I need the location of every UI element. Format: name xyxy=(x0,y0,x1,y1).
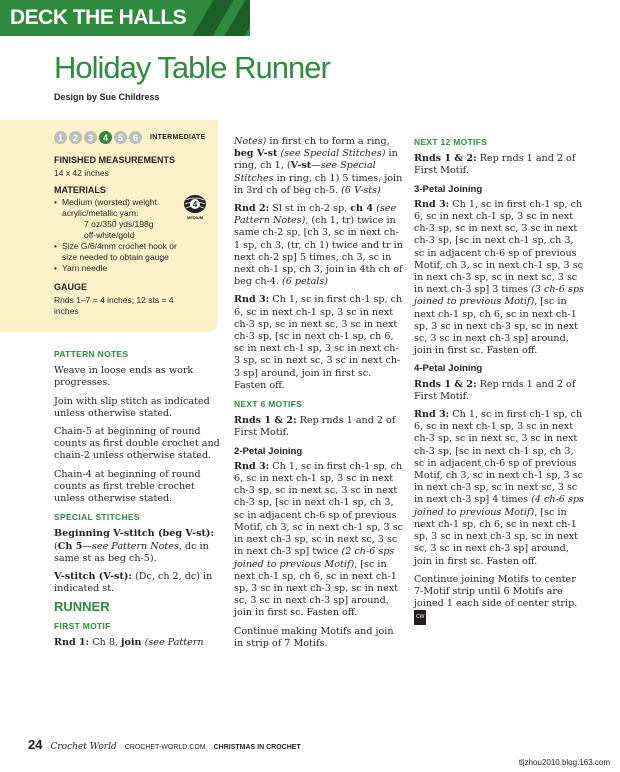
skill-level-4: 4 xyxy=(99,131,112,144)
round-note: (2 ch-6 sps joined to previous Motif) xyxy=(234,546,395,570)
round-text: , [sc in next ch-1 sp, ch 6, sc in next ch-1 sp, 3 sc in next ch-3 sp, sc in next sc, 3 sc in next ch-3 sp] around, join in first sc. Fasten off. xyxy=(414,506,579,567)
pattern-note: Weave in loose ends as work progresses. xyxy=(54,365,194,389)
skill-level-2: 2 xyxy=(69,131,82,144)
material-needle: • Yarn needle xyxy=(54,263,189,274)
round-label: Rnd 3: xyxy=(234,460,270,472)
round-2 xyxy=(234,203,403,288)
materials-heading: MATERIALS xyxy=(54,185,106,195)
section-name: CHRISTMAS IN CROCHET xyxy=(213,744,301,751)
column-2 xyxy=(234,136,403,656)
round-text: Sl st in ch-2 sp, xyxy=(269,203,351,215)
3-petal-joining-heading: 3-Petal Joining xyxy=(414,183,483,195)
round-label: Rnd 1: xyxy=(54,636,90,648)
round-text: , [sc in next ch-1 sp, ch 6, sc in next ch-1 sp, 3 sc in next ch-3 sp, sc in next sc, 3 sc in next ch-3 sp] around, join in first sc. Fasten off. xyxy=(234,558,399,619)
round-label: Rnds 1 & 2: xyxy=(414,378,477,390)
skill-level-3: 3 xyxy=(84,131,97,144)
round-1 xyxy=(54,637,224,649)
gauge-heading: GAUGE xyxy=(54,282,88,292)
stitch-see: —see Pattern Notes xyxy=(82,540,179,552)
round-see: (see Pattern xyxy=(141,636,204,648)
page-footer xyxy=(28,737,301,752)
round-3-2-petal xyxy=(234,461,403,620)
yarn-line: • Medium (worsted) weight acrylic/metallic yarn: xyxy=(62,197,157,218)
material-yarn xyxy=(54,197,189,241)
round-text: Continue joining Motifs to center 7-Motif strip until 6 Motifs are joined 1 each side of center strip. xyxy=(414,573,578,610)
skill-level xyxy=(54,131,206,144)
round-text: Ch 1, sc in first ch-1 sp, ch 6, sc in next ch-1 sp, 3 sc in next ch-3 sp, sc in next sc, 3 sc in next ch-3 sp, [sc in next ch-1 sp, ch 3, sc in adjacent ch-6 sp of previous Motif, ch 3, sc in next ch-1 sp, 3 sc in next ch-3 sp, sc in next sc, 3 sc in next ch-3 sp] 3 times xyxy=(414,198,584,296)
skill-level-5: 5 xyxy=(114,131,127,144)
yarn-weight-label: MEDIUM xyxy=(186,215,204,220)
skill-level-label: INTERMEDIATE xyxy=(150,134,206,141)
stitch-count: (6 petals) xyxy=(282,276,329,288)
page-number: 24 xyxy=(28,737,43,752)
round-text: Ch 8, xyxy=(89,636,122,648)
banner-title: DECK THE HALLS xyxy=(10,6,187,29)
continue-note: Continue making Motifs and join in strip of 7 Motifs. xyxy=(234,625,394,649)
stitch-ref: ch 4 xyxy=(350,203,374,215)
round-join: join xyxy=(121,636,142,648)
stitch-ref: beg V-st xyxy=(234,148,278,160)
banner-stripe xyxy=(179,0,234,36)
yarn-color: off-white/gold xyxy=(84,230,135,240)
stitch-name: V-stitch (V-st): xyxy=(54,571,132,583)
yarn-weight-number: 4 xyxy=(192,200,198,209)
round-label: Rnds 1 & 2: xyxy=(414,153,477,165)
round-text: Rep rnds 1 and 2 of First Motif. xyxy=(414,153,576,177)
2-petal-joining-heading: 2-Petal Joining xyxy=(234,445,303,457)
round-text: Ch 1, sc in first ch-1 sp, ch 6, sc in next ch-1 sp, 3 sc in next ch-3 sp, sc in next sc, 3 sc in next ch-3 sp, [sc in next ch-1 sp, ch 3, sc in adjacent ch-6 sp of previous Motif, ch 3, sc in next ch-1 sp, 3 sc in next ch-3 sp, sc in next sc, 3 sc in next ch-3 sp] 4 times xyxy=(414,409,584,506)
round-3 xyxy=(234,294,403,392)
special-stitch-beg-v: Beginning V-stitch (beg V-st): (Ch 5—see Pattern Notes, dc in same st as beg ch-5). xyxy=(54,528,215,564)
round-1-cont xyxy=(234,136,403,197)
next-6-motifs-heading: NEXT 6 MOTIFS xyxy=(234,399,303,410)
yarn-weight-icon xyxy=(183,194,207,220)
gauge-value: Rnds 1–7 = 4 inches; 12 sts = 4 inches xyxy=(54,295,174,316)
finished-measurements-heading: FINISHED MEASUREMENTS xyxy=(54,155,176,165)
skill-level-6: 6 xyxy=(129,131,142,144)
round-text: in first ch to form a ring, xyxy=(266,136,390,147)
next-12-motifs-heading: NEXT 12 MOTIFS xyxy=(414,137,488,147)
rounds-1-2 xyxy=(414,153,584,177)
continue-note xyxy=(414,574,584,625)
stitch-desc: , dc in same st as beg ch-5). xyxy=(54,540,209,564)
source-credit: tljzhou2010.blog.163.com xyxy=(518,758,610,767)
stitch-desc: (Dc, ch 2, dc) in indicated st. xyxy=(54,571,213,595)
runner-heading: RUNNER xyxy=(54,599,110,615)
rounds-1-2 xyxy=(414,379,584,403)
round-note: (3 ch-6 sps joined to previous Motif) xyxy=(414,284,584,308)
finished-measurements-value: 14 x 42 inches xyxy=(54,168,109,178)
section-banner xyxy=(0,0,250,36)
round-text: Ch 1, sc in first ch-1 sp, ch 6, sc in next ch-1 sp, 3 sc in next ch-3 sp, sc in next sc, 3 sc in next ch-3 sp, [sc in next ch-1 sp, ch 3, sc in adjacent ch-6 sp of previous Motif, ch 3, sc in next ch-1 sp, 3 sc in next ch-3 sp, sc in next sc, 3 sc in next ch-3 sp] twice xyxy=(234,460,404,558)
stitch-ch5: Ch 5 xyxy=(57,540,83,552)
stitch-count: (6 V-sts) xyxy=(341,184,381,196)
round-note: (4 ch-6 sps joined to previous Motif) xyxy=(414,494,584,518)
rounds-1-2 xyxy=(234,415,403,439)
special-stitches-heading: SPECIAL STITCHES xyxy=(54,512,140,523)
round-label: Rnd 3: xyxy=(234,294,270,306)
4-petal-joining-heading: 4-Petal Joining xyxy=(414,363,483,375)
see-ref: (see Pattern Notes) xyxy=(234,203,397,227)
round-3-3-petal xyxy=(414,199,584,358)
first-motif-heading: FIRST MOTIF xyxy=(54,620,111,631)
magazine-name: Crochet World xyxy=(50,742,117,752)
pattern-note: Chain-4 at beginning of round counts as first treble crochet unless otherwise stated. xyxy=(54,468,201,505)
round-text: Rep rnds 1 and 2 of First Motif. xyxy=(414,378,576,402)
end-mark-icon: CW xyxy=(414,610,426,624)
yarn-amount: 7 oz/350 yds/198g xyxy=(84,219,154,229)
page-title: Holiday Table Runner xyxy=(54,50,330,85)
column-3 xyxy=(414,136,584,631)
skill-level-1: 1 xyxy=(54,131,67,144)
pattern-note: Join with slip stitch as indicated unless otherwise stated. xyxy=(54,395,210,419)
round-text: Rep rnds 1 and 2 of First Motif. xyxy=(234,415,396,439)
stitch-name: Beginning V-stitch (beg V-st): xyxy=(54,528,215,540)
round-label: Rnd 3: xyxy=(414,198,450,210)
round-text: Ch 1, sc in first ch-1 sp, ch 6, sc in next ch-1 sp, 3 sc in next ch-3 sp, sc in next sc, 3 sc in next ch-3 sp, [sc in next ch-1 sp, ch 6, sc in next ch-1 sp, 3 sc in next ch-3 sp, sc in next sc, 3 sc in next ch-3 sp] around, join in first sc. Fasten off. xyxy=(234,294,403,391)
see-ref: —see Special Stitches xyxy=(234,160,376,184)
round-text: , (ch 1, tr) twice in same ch-2 sp, [ch 3, sc in next ch-1 sp, ch 3, (tr, ch 1) twice and tr in next ch-2 sp] 5 times, ch 3, sc in next ch-1 sp, ch 3, join in 4th ch of beg ch-4. xyxy=(234,215,403,288)
materials-list xyxy=(54,197,189,274)
material-hook: • Size G/6/4mm crochet hook or size needed to obtain gauge xyxy=(54,241,189,263)
round-text: in ring, ch 1, ( xyxy=(234,148,398,172)
round-text: in ring, ch 1) 5 times, join in 3rd ch of beg ch-5. xyxy=(234,172,403,196)
round-label: Rnds 1 & 2: xyxy=(234,415,297,427)
stitch-ref: V-st xyxy=(290,160,312,172)
see-ref: Notes) xyxy=(234,136,267,147)
pattern-notes-heading: PATTERN NOTES xyxy=(54,349,129,359)
round-label: Rnd 3: xyxy=(414,409,450,421)
designer-credit: Design by Sue Childress xyxy=(54,92,160,102)
round-label: Rnd 2: xyxy=(234,203,270,215)
column-1 xyxy=(54,348,224,655)
round-3-4-petal xyxy=(414,409,584,568)
special-stitch-v xyxy=(54,571,224,595)
round-text: , [sc in next ch-1 sp, ch 6, sc in next ch-1 sp, 3 sc in next ch-3 sp, sc in next sc, 3 sc in next ch-3 sp] around, join in first sc. Fasten off. xyxy=(414,296,579,357)
see-ref: (see Special Stitches) xyxy=(277,148,386,160)
pattern-note: Chain-5 at beginning of round counts as first double crochet and chain-2 unless otherwise stated. xyxy=(54,426,220,462)
website: CROCHET-WORLD.COM xyxy=(124,744,206,751)
